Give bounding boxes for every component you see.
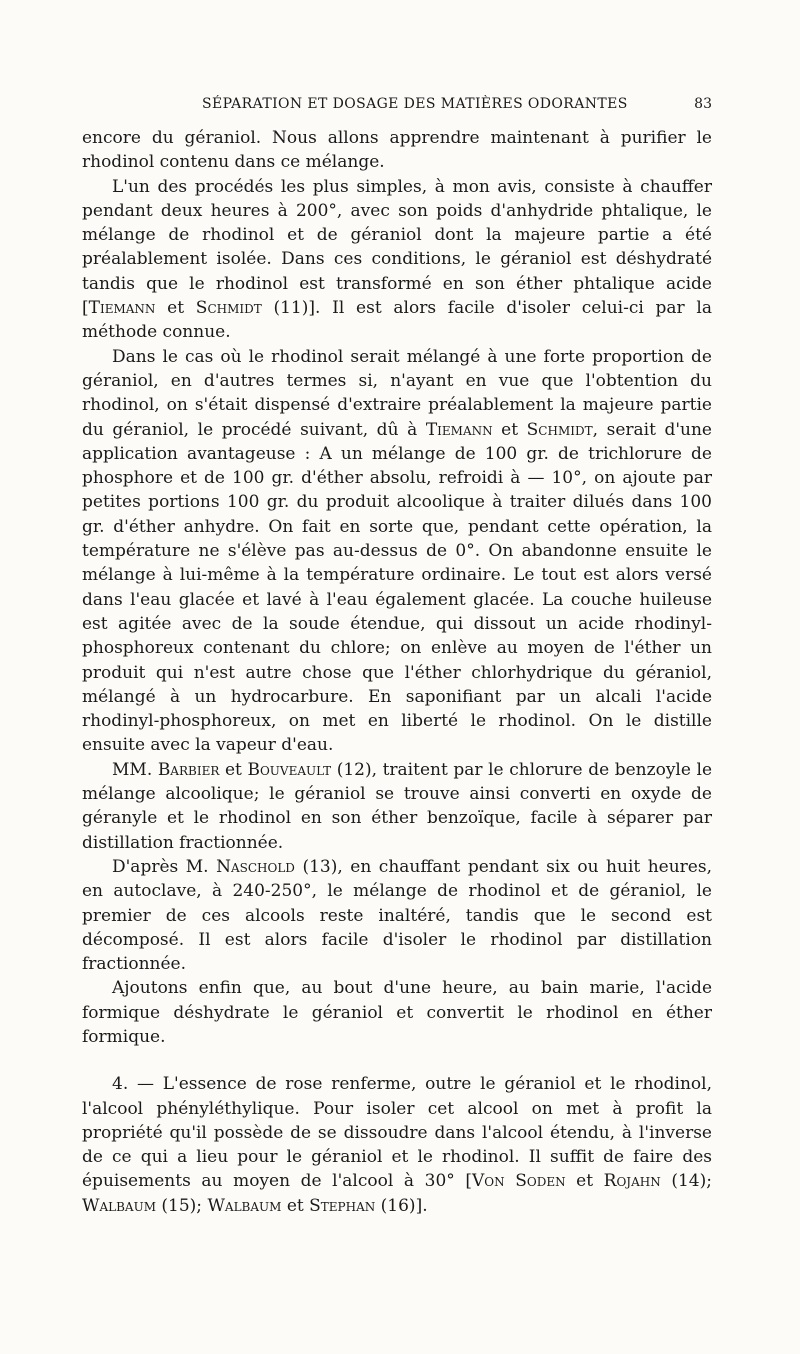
text-run: D'après M. <box>112 856 217 877</box>
paragraph-autoclave-method <box>82 855 712 976</box>
page-number: 83 <box>694 96 712 112</box>
text-run: (12), traitent par le chlorure de benzoyle le mélange alcoolique; le géraniol se trouve ainsi converti en oxyde de géranyle et le rhodinol en son éther benzoïque, facile à séparer par distillation fractionnée. <box>82 759 713 853</box>
text-run: , serait d'une application avantageuse : A un mélange de 100 gr. de trichlorure de phosphore et de 100 gr. d'éther absolu, refroidi à — 10°, on ajoute par petites portions 100 gr. du produit alcoolique à traiter dilués dans 100 gr. d'éther anhydre. On fait en sorte que, pendant cette opération, la température ne s'élève pas au-dessus de 0°. On abandonne ensuite le mélange à lui-même à la température ordinaire. Le tout est alors versé dans l'eau glacée et lavé à l'eau également glacée. La couche huileuse est agitée avec de la soude étendue, qui dissout un acide rhodinyl-phosphoreux contenant du chlore; on enlève au moyen de l'éther un produit qui n'est autre chose que l'éther chlorhydrique du géraniol, mélangé à un hydrocarbure. En saponifiant par un alcali l'acide rhodinyl-phosphoreux, on met en liberté le rhodinol. On le distille ensuite avec la vapeur d'eau. <box>82 419 712 756</box>
author-name: Walbaum <box>207 1195 282 1216</box>
author-name: Barbier <box>157 759 220 780</box>
text-run: Ajoutons enfin que, au bout d'une heure, au bain marie, l'acide formique déshydrate le géraniol et convertit le rhodinol en éther formique. <box>82 978 712 1047</box>
author-name: Walbaum <box>82 1195 156 1216</box>
author-name: Schmidt <box>195 298 262 319</box>
author-name: Naschold <box>216 856 295 877</box>
paragraph-section-4 <box>82 1072 712 1218</box>
text-run: et <box>155 298 196 319</box>
text-run: et <box>219 759 248 780</box>
running-head-title: SÉPARATION ET DOSAGE DES MATIÈRES ODORANTES <box>202 96 628 112</box>
text-run: MM. <box>112 759 158 780</box>
paragraph-continuation <box>82 126 712 175</box>
text-run: Dans le cas où le rhodinol serait mélangé à une forte proportion de géraniol, en d'autres termes si, n'ayant en vue que l'obtention du rhodinol, on s'était dispensé d'extraire préalablement la majeure partie du géraniol, le procédé suivant, dû à <box>82 346 712 440</box>
author-name: Bouveault <box>247 759 332 780</box>
text-run: 4. — L'essence de rose renferme, outre le géraniol et le rhodinol, l'alcool phényléthylique. Pour isoler cet alcool on met à profit la propriété qu'il possède de se dissoudre dans l'alcool étendu, à l'inverse de ce qui a lieu pour le géraniol et le rhodinol. Il suffit de faire des épuisements au moyen de l'alcool à 30° [ <box>82 1074 712 1192</box>
text-run: et <box>565 1171 604 1192</box>
author-name: Von Soden <box>472 1171 566 1192</box>
text-run: (14); <box>660 1171 712 1192</box>
text-run: et <box>281 1195 310 1216</box>
author-name: Schmidt <box>526 419 593 440</box>
author-name: Stephan <box>309 1195 376 1216</box>
text-run: encore du géraniol. Nous allons apprendre maintenant à purifier le rhodinol contenu dans ce mélange. <box>82 128 712 173</box>
author-name: Tiemann <box>88 298 156 319</box>
text-run: L'un des procédés les plus simples, à mon avis, consiste à chauffer pendant deux heures à 200°, avec son poids d'anhydride phtalique, le mélange de rhodinol et de géraniol dont la majeure partie a été préalablement isolée. Dans ces conditions, le géraniol est déshydraté tandis que le rhodinol est transformé en son éther phtalique acide [ <box>82 176 712 319</box>
author-name: Tiemann <box>425 419 493 440</box>
body-text <box>82 126 712 1218</box>
text-run: (11)]. Il est alors facile d'isoler celui-ci par la méthode connue. <box>82 298 712 343</box>
text-run: (15); <box>156 1195 208 1216</box>
author-name: Rojahn <box>603 1171 661 1192</box>
text-run: (13), en chauffant pendant six ou huit heures, en autoclave, à 240-250°, le mélange de rhodinol et de géraniol, le premier de ces alcools reste inaltéré, tandis que le second est décomposé. Il est alors facile d'isoler le rhodinol par distillation fractionnée. <box>82 856 712 975</box>
paragraph-benzoyl-chloride-method <box>82 758 712 855</box>
running-head <box>82 96 712 118</box>
paragraph-formic-acid-method <box>82 976 712 1049</box>
text-run: et <box>492 419 527 440</box>
paragraph-phosphorus-trichloride-method <box>82 345 712 758</box>
paragraph-phthalic-method <box>82 175 712 345</box>
text-run: (16)]. <box>375 1195 428 1216</box>
